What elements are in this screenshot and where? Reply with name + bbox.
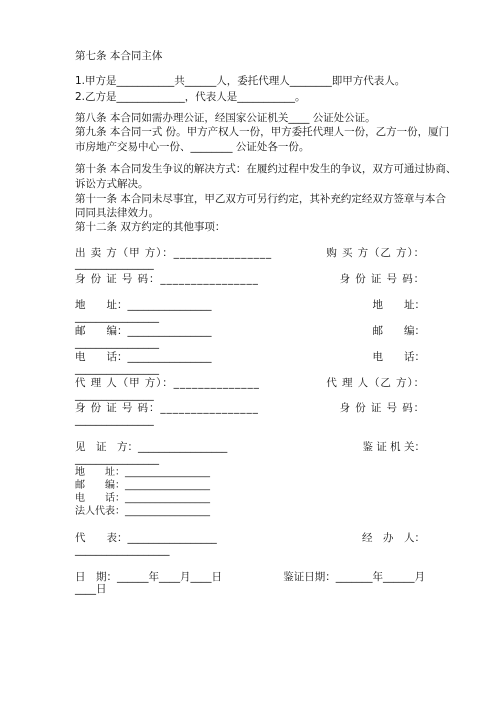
article-7-title: 第七条 本合同主体 — [75, 50, 163, 62]
seller-postcode-continuation: ________________ — [75, 337, 159, 349]
witness-postcode: 邮 编：_________________ — [75, 480, 210, 491]
witness-continuation: ________________ — [75, 453, 159, 465]
article-10-line-1: 第十条 本合同发生争议的解决方式：在履约过程中发生的争议，双方可通过协商、 — [75, 163, 457, 175]
seller-phone-label: 电 话：________________ — [75, 351, 212, 363]
article-10-line-2: 诉讼方式解决。 — [75, 178, 149, 190]
date-label: 日 期：______年____月____日 — [75, 571, 222, 583]
buyer-postcode-label: 邮 编： — [372, 325, 425, 337]
article-9-line-1: 第九条 本合同一式 份。甲方产权人一份，甲方委托代理人一份，乙方一份，厦门 — [75, 126, 450, 138]
buyer-agent-id-label: 身 份 证 号 码： — [339, 402, 425, 414]
seller-postcode-label: 邮 编：________________ — [75, 325, 212, 337]
handler-label: 经 办 人： — [362, 532, 425, 544]
notary-date-label: 鉴证日期：_______年______月 — [283, 571, 425, 583]
seller-agent-continuation: _______________ — [75, 389, 154, 401]
article-7-item-1: 1.甲方是___________共______人，委托代理人________即甲方代表人。 — [75, 75, 406, 87]
article-11-line-1: 第十一条 本合同未尽事宜，甲乙双方可另行约定，其补充约定经双方签章与本合 — [75, 193, 446, 205]
buyer-address-label: 地 址： — [372, 299, 425, 311]
seller-agent-label: 代 理 人（甲 方）：______________ — [75, 377, 260, 389]
witness-label: 见 证 方：_________________ — [75, 441, 228, 453]
buyer-label: 购 买 方（乙 方）： — [326, 247, 425, 259]
seller-agent-id-label: 身 份 证 号 码：________________ — [75, 402, 259, 414]
representative-continuation: __________________ — [75, 544, 170, 556]
seller-label: 出 卖 方（甲 方）：________________ — [75, 247, 273, 259]
seller-continuation: _______________ — [75, 258, 154, 270]
article-12: 第十二条 双方约定的其他事项： — [75, 221, 226, 233]
article-7-item-2: 2.乙方是_____________，代表人是___________。 — [75, 91, 306, 103]
buyer-agent-label: 代 理 人（乙 方）： — [326, 377, 425, 389]
notary-label: 鉴 证 机 关： — [362, 441, 425, 453]
seller-address-label: 地 址：________________ — [75, 299, 212, 311]
witness-address: 地 址：_________________ — [75, 467, 210, 478]
seller-phone-continuation: ________________ — [75, 363, 159, 375]
article-8: 第八条 本合同如需办理公证，经国家公证机关____ 公证处公证。 — [75, 112, 376, 124]
seller-id-label: 身 份 证 号 码：________________ — [75, 273, 259, 285]
witness-phone: 电 话：_________________ — [75, 493, 210, 504]
seller-address-continuation: ________________ — [75, 311, 159, 323]
buyer-phone-label: 电 话： — [372, 351, 425, 363]
representative-label: 代 表：_________________ — [75, 532, 217, 544]
witness-legal-rep: 法人代表：_________________ — [75, 506, 210, 517]
notary-date-continuation: ____日 — [75, 583, 107, 595]
buyer-agent-id-continuation: _______________ — [75, 414, 154, 426]
article-11-line-2: 同同具法律效力。 — [75, 207, 159, 219]
buyer-id-label: 身 份 证 号 码： — [339, 273, 425, 285]
article-9-line-2: 市房地产交易中心一份、________ 公证处各一份。 — [75, 141, 310, 153]
